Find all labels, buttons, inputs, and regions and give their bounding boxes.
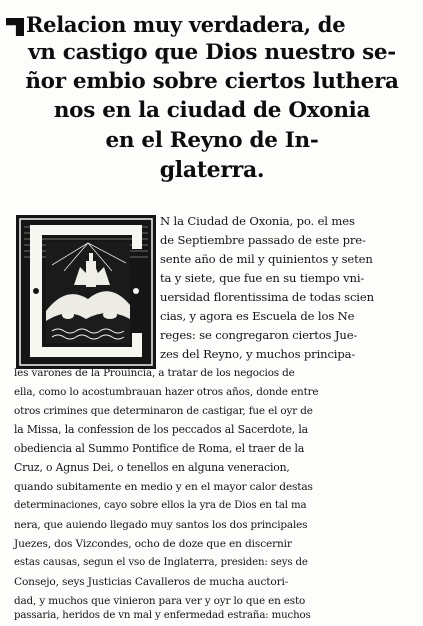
body-line: ta y siete, que fue en su tiempo vni- (160, 271, 365, 285)
body-line: N la Ciudad de Oxonia, po. el mes (160, 214, 355, 228)
body-line: obediencia al Summo Pontifice de Roma, el traer de la (14, 442, 305, 455)
body-line: les varones de la Prouincia, a tratar de los negocios de (14, 367, 295, 379)
title-line-3: ñor embio sobre ciertos luthera (25, 69, 399, 94)
title-line-1: Relacion muy verdadera, de (26, 12, 346, 37)
body-line: Cruz, o Agnus Dei, o tenellos en alguna veneracion, (14, 461, 290, 474)
body-line: la Missa, la confession de los peccados al Sacerdote, la (14, 423, 308, 436)
body-line: Consejo, seys Justicias Cavalleros de mucha auctori- (14, 576, 289, 588)
body-line: nera, que auiendo llegado muy santos los dos principales (14, 519, 308, 531)
body-line: uersidad florentissima de todas scien (160, 290, 374, 304)
body-line: passaria, heridos de vn mal y enfermedad estraña: muchos (14, 610, 311, 621)
body-line: reges: se congregaron ciertos Jue- (160, 328, 358, 342)
body-line: otros crimines que determinaron de castigar, fue el oyr de (14, 405, 313, 417)
title-line-6: glaterra. (159, 157, 265, 183)
body-line: sente año de mil y quinientos y seten (160, 252, 373, 266)
body-line: cias, y agora es Escuela de los Ne (160, 309, 355, 323)
body-line: quando subitamente en medio y en el mayor calor destas (14, 481, 313, 493)
body-line: ella, como lo acostumbrauan hazer otros años, donde entre (14, 386, 319, 398)
body-line: estas causas, segun el vso de Inglaterra, presiden: seys de (14, 557, 308, 568)
title-line-5: en el Reyno de In- (105, 128, 319, 153)
body-line: Juezes, dos Vizcondes, ocho de doze que en discernir (14, 538, 292, 550)
body-line: de Septiembre passado de este pre- (160, 233, 366, 247)
body-line: dad, y muchos que vinieron para ver y oyr lo que en esto (14, 595, 306, 607)
body-line: zes del Reyno, y muchos principa- (160, 347, 356, 361)
body-line: determinaciones, cayo sobre ellos la yra de Dios en tal ma (14, 500, 307, 511)
title-line-4: nos en la ciudad de Oxonia (53, 98, 371, 123)
title-line-2: vn castigo que Dios nuestro se- (28, 40, 396, 65)
